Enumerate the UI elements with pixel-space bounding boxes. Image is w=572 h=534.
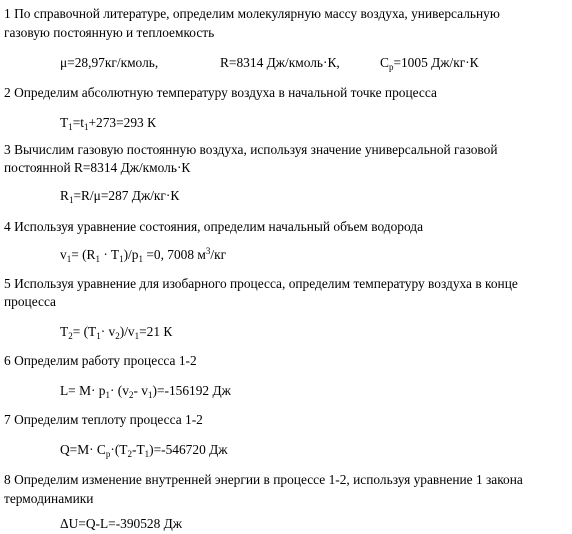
subscript: 1 <box>147 390 153 400</box>
term: R <box>60 188 69 203</box>
step-3-heading-line-1 <box>4 141 498 159</box>
value: =1005 Дж/кг·К <box>393 55 479 70</box>
step-6-heading <box>4 352 197 370</box>
term: v <box>60 247 67 262</box>
step-5-heading-line-2: процесса <box>4 294 56 309</box>
subscript: 1 <box>96 331 101 341</box>
step-number: 3 <box>4 142 11 157</box>
step-heading-text: Используя уравнение состояния, определим начальный объем водорода <box>14 219 424 234</box>
subscript: p <box>388 62 394 72</box>
step-number: 7 <box>4 412 11 427</box>
subscript: 2 <box>68 331 73 341</box>
symbol: C <box>380 55 389 70</box>
subscript: 2 <box>115 331 120 341</box>
term: ·(T <box>110 442 128 457</box>
step-heading-text: Определим абсолютную температуру воздуха в начальной точке процесса <box>14 85 437 100</box>
subscript: 1 <box>68 122 73 132</box>
term: )/p <box>123 247 139 262</box>
superscript: 3 <box>205 246 211 256</box>
subscript: 1 <box>95 254 100 264</box>
step-heading-text: Вычислим газовую постоянную воздуха, используя значение универсальной газовой <box>14 142 498 157</box>
step-3-formula <box>60 187 179 205</box>
term: /кг <box>210 247 227 262</box>
molar-mass-formula: μ=28,97кг/кмоль, <box>60 55 159 70</box>
term: = (R <box>71 247 96 262</box>
step-1-heading-line-2: газовую постоянную и теплоемкость <box>4 25 215 40</box>
term: · (v <box>110 383 129 398</box>
step-heading-text: По справочной литературе, определим молекулярную массу воздуха, универсальную <box>14 6 500 21</box>
term: =21 К <box>139 324 173 339</box>
step-1-heading-line-1 <box>4 5 500 23</box>
subscript: 1 <box>83 122 89 132</box>
term: +273=293 К <box>88 115 157 130</box>
term: )=-546720 Дж <box>149 442 228 457</box>
term: )=-156192 Дж <box>152 383 231 398</box>
step-2-formula <box>60 114 156 132</box>
term: Q=M· C <box>60 442 106 457</box>
heat-capacity-formula <box>380 54 479 72</box>
subscript: 2 <box>128 390 134 400</box>
subscript: 1 <box>138 254 143 264</box>
step-number: 8 <box>4 472 11 487</box>
subscript: 1 <box>134 331 140 341</box>
step-7-heading <box>4 411 203 429</box>
subscript: 1 <box>68 195 74 205</box>
step-number: 5 <box>4 276 11 291</box>
step-heading-text: Определим теплоту процесса 1-2 <box>14 412 203 427</box>
step-number: 1 <box>4 6 11 21</box>
step-6-formula <box>60 382 231 400</box>
step-number: 6 <box>4 353 11 368</box>
step-5-formula <box>60 323 172 341</box>
step-8-heading-line-2: термодинамики <box>4 491 94 506</box>
term: -T <box>131 442 145 457</box>
subscript: 1 <box>144 449 150 459</box>
subscript: 1 <box>105 390 110 400</box>
term: T <box>60 324 69 339</box>
step-number: 2 <box>4 85 11 100</box>
subscript: 1 <box>66 254 72 264</box>
term: T <box>60 115 69 130</box>
term: =0, 7008 м <box>142 247 206 262</box>
term: =t <box>72 115 84 130</box>
term: = (T <box>72 324 97 339</box>
step-5-heading-line-1 <box>4 275 518 293</box>
step-4-formula <box>60 246 226 264</box>
term: · T <box>100 247 120 262</box>
step-heading-text: Определим изменение внутренней энергии в процессе 1-2, используя уравнение 1 закона <box>14 472 523 487</box>
universal-gas-constant-formula: R=8314 Дж/кмоль·К, <box>220 55 340 70</box>
step-number: 4 <box>4 219 11 234</box>
term: - v <box>133 383 148 398</box>
step-2-heading <box>4 84 437 102</box>
term: )/v <box>119 324 135 339</box>
step-heading-text: Используя уравнение для изобарного процесса, определим температуру воздуха в конце <box>14 276 518 291</box>
step-7-formula <box>60 441 228 459</box>
subscript: p <box>105 449 111 459</box>
step-8-formula: ΔU=Q-L=-390528 Дж <box>60 516 183 531</box>
term: =R/μ=287 Дж/кг·К <box>73 188 180 203</box>
step-3-heading-line-2: постоянной R=8314 Дж/кмоль·К <box>4 160 191 175</box>
term: L= M· p <box>60 383 106 398</box>
subscript: 2 <box>127 449 132 459</box>
subscript: 1 <box>119 254 124 264</box>
step-4-heading <box>4 218 423 236</box>
term: · v <box>100 324 116 339</box>
step-8-heading-line-1 <box>4 471 523 489</box>
step-heading-text: Определим работу процесса 1-2 <box>14 353 197 368</box>
